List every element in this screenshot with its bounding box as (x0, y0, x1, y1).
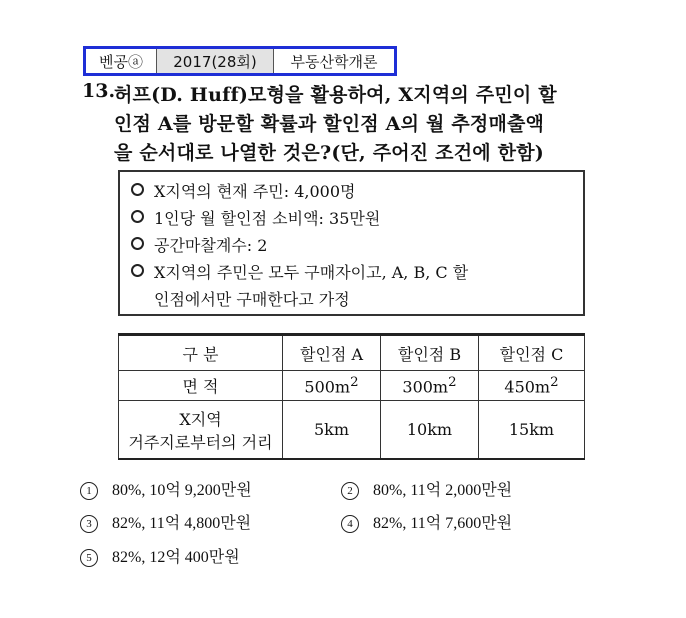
option-number-icon: 3 (80, 515, 98, 533)
table-cell: $500m^2$ (283, 371, 381, 401)
question-line-1: 허프(D. Huff)모형을 활용하여, X지역의 주민이 할 (114, 84, 557, 106)
option-number-icon: 5 (80, 549, 98, 567)
circle-bullet-icon (131, 264, 144, 277)
answer-option-4[interactable]: 4 82%, 11억 7,600만원 (341, 510, 512, 533)
table-header-cell: 할인점 B (381, 335, 479, 371)
conditions-box (118, 170, 585, 316)
circle-bullet-icon (131, 183, 144, 196)
table-cell: 15km (479, 401, 585, 460)
table-cell: $450m^2$ (479, 371, 585, 401)
table-header-cell: 할인점 A (283, 335, 381, 371)
option-number-icon: 4 (341, 515, 359, 533)
table-cell: 10km (381, 401, 479, 460)
subject-name: 부동산학개론 (290, 52, 378, 71)
table-header-row (119, 335, 585, 371)
answer-option-2[interactable]: 2 80%, 11억 2,000만원 (341, 477, 512, 500)
table-row-area (119, 371, 585, 401)
answer-option-5[interactable]: 5 82%, 12억 400만원 (80, 544, 240, 567)
store-data-table (118, 333, 585, 460)
exam-header (83, 46, 397, 76)
table-row-label: X지역 거주지로부터의 거리 (119, 401, 283, 460)
question-line-3: 을 순서대로 나열한 것은?(단, 주어진 조건에 한함) (114, 142, 544, 164)
table-row-label: 면 적 (119, 371, 283, 401)
answer-option-1[interactable]: 1 80%, 10억 9,200만원 (80, 477, 252, 500)
condition-item-continuation: 인점에서만 구매한다고 가정 (154, 290, 350, 309)
question-number: 13. (82, 80, 116, 102)
option-number-icon: 2 (341, 482, 359, 500)
table-cell: 5km (283, 401, 381, 460)
table-cell: $300m^2$ (381, 371, 479, 401)
circle-bullet-icon (131, 210, 144, 223)
table-row-distance (119, 401, 585, 460)
condition-item: X지역의 주민은 모두 구매자이고, A, B, C 할 (131, 260, 468, 283)
option-number-icon: 1 (80, 482, 98, 500)
condition-item: X지역의 현재 주민: 4,000명 (131, 179, 356, 202)
table-header-cell: 할인점 C (479, 335, 585, 371)
condition-item: 공간마찰계수: 2 (131, 233, 267, 256)
exam-round: 2017(28회) (157, 49, 274, 73)
circle-bullet-icon (131, 237, 144, 250)
table-header-cell: 구 분 (119, 335, 283, 371)
answer-option-3[interactable]: 3 82%, 11억 4,800만원 (80, 510, 251, 533)
condition-item: 1인당 월 할인점 소비액: 35만원 (131, 206, 380, 229)
subject-tag: 벤공ⓐ (86, 49, 157, 73)
question-line-2: 인점 A를 방문할 확률과 할인점 A의 월 추정매출액 (114, 113, 545, 135)
